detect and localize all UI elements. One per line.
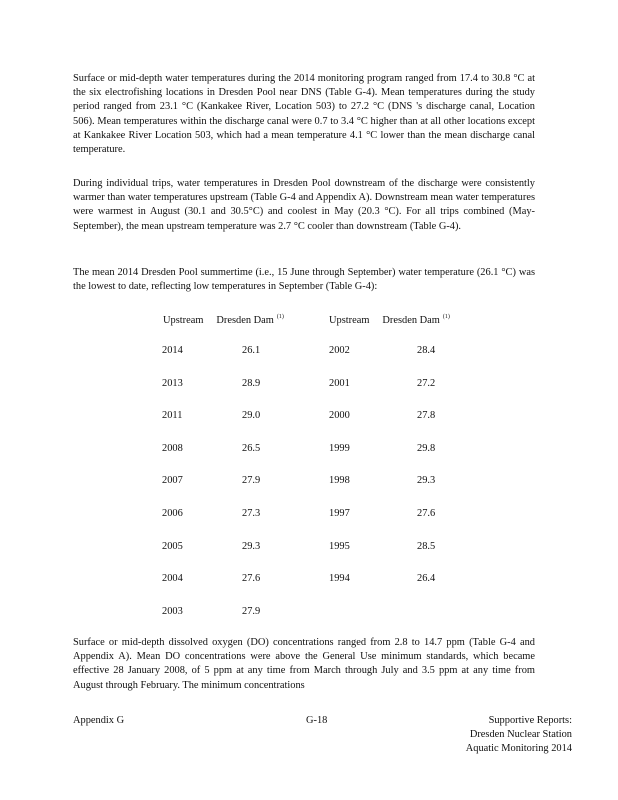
- table-year-cell: 1999: [329, 443, 350, 454]
- footer-line: Aquatic Monitoring 2014: [465, 743, 572, 754]
- table-header-right: [329, 314, 450, 326]
- table-temperature-cell: 29.3: [242, 541, 261, 552]
- table-year-cell: 2003: [162, 606, 183, 617]
- footnote-marker: (1): [276, 314, 284, 320]
- table-temperature-cell: 27.3: [242, 508, 261, 519]
- footer-appendix: Appendix G: [73, 715, 125, 726]
- table-temperature-cell: 29.3: [417, 475, 436, 486]
- table-temperature-cell: 29.8: [417, 443, 436, 454]
- table-year-cell: 2013: [162, 378, 183, 389]
- table-temperature-cell: 26.5: [242, 443, 261, 454]
- paragraph-individual-trips: During individual trips, water temperatures in Dresden Pool downstream of the discharge were consistently warmer than water temperatures upstream (Table G-4 and Appendix A). Downstream mean water temperatures were warmest in August (30.1 and 30.5°C) and coolest in May (20.3 °C). For all trips combined (May-September), the mean upstream temperature was 2.7 °C cooler than downstream (Table G-4).: [73, 178, 535, 232]
- table-temperature-cell: 26.4: [417, 573, 436, 584]
- table-year-cell: 2000: [329, 410, 350, 421]
- table-temperature-cell: 27.6: [417, 508, 436, 519]
- footnote-marker: (1): [442, 314, 450, 320]
- table-year-cell: 2004: [162, 573, 183, 584]
- paragraph-water-temperature: Surface or mid-depth water temperatures during the 2014 monitoring program ranged from 17.4 to 30.8 °C at the six electrofishing locations in Dresden Pool near DNS (Table G-4). Mean temperatures during the study period ranged from 23.1 °C (Kankakee River, Location 503) to 27.2 °C (DNS 's discharge canal, Location 506). Mean temperatures within the discharge canal were 0.7 to 3.4 °C higher than at all other locations except at Kankakee River Location 503, which had a mean temperature 4.1 °C lower than the mean discharge canal temperature.: [73, 73, 535, 156]
- table-temperature-cell: 28.4: [417, 345, 436, 356]
- paragraph-summertime-mean: The mean 2014 Dresden Pool summertime (i.e., 15 June through September) water temperature (26.1 °C) was the lowest to date, reflecting low temperatures in September (Table G-4):: [73, 267, 535, 293]
- footer-line: Dresden Nuclear Station: [469, 729, 572, 740]
- table-year-cell: 1995: [329, 541, 350, 552]
- table-year-cell: 2006: [162, 508, 183, 519]
- table-year-cell: 2011: [162, 410, 183, 421]
- table-year-cell: 2005: [162, 541, 183, 552]
- paragraph-dissolved-oxygen: Surface or mid-depth dissolved oxygen (DO) concentrations ranged from 2.8 to 14.7 ppm (Table G-4 and Appendix A). Mean DO concentrations were above the General Use minimum standards, which became effective 28 January 2008, of 5 ppm at any time from March through July and 3.5 ppm at any time from August through February. The minimum concentrations: [73, 637, 535, 691]
- table-year-cell: 1994: [329, 573, 350, 584]
- table-year-cell: 2001: [329, 378, 350, 389]
- table-temperature-cell: 27.9: [242, 606, 261, 617]
- table-year-cell: 2002: [329, 345, 350, 356]
- header-dresden-dam: Dresden Dam: [216, 315, 274, 326]
- header-upstream: Upstream: [163, 315, 204, 326]
- table-year-cell: 2014: [162, 345, 183, 356]
- table-temperature-cell: 26.1: [242, 345, 261, 356]
- table-temperature-cell: 27.9: [242, 475, 261, 486]
- footer-line: Supportive Reports:: [488, 715, 572, 726]
- header-dresden-dam: Dresden Dam: [382, 315, 440, 326]
- footer-report-title: [466, 714, 572, 756]
- table-temperature-cell: 27.2: [417, 378, 436, 389]
- table-year-cell: 2007: [162, 475, 183, 486]
- table-year-cell: 2008: [162, 443, 183, 454]
- table-temperature-cell: 28.9: [242, 378, 261, 389]
- footer-page-number: G-18: [306, 715, 328, 726]
- table-temperature-cell: 28.5: [417, 541, 436, 552]
- table-year-cell: 1997: [329, 508, 350, 519]
- table-year-cell: 1998: [329, 475, 350, 486]
- table-header-left: [163, 314, 284, 326]
- table-temperature-cell: 29.0: [242, 410, 261, 421]
- table-temperature-cell: 27.6: [242, 573, 261, 584]
- header-upstream: Upstream: [329, 315, 370, 326]
- table-temperature-cell: 27.8: [417, 410, 436, 421]
